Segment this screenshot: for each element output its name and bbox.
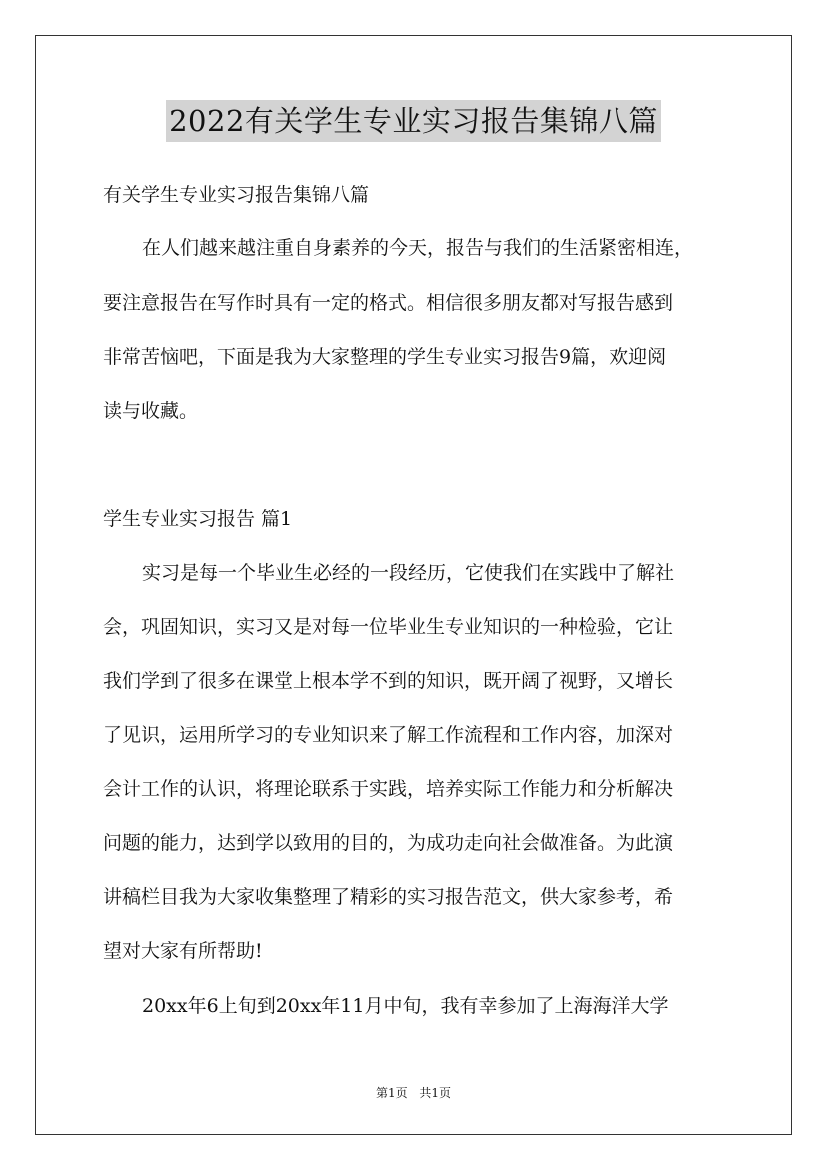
body-line: 实习是每一个毕业生必经的一段经历，它使我们在实践中了解社 [142,562,675,584]
body-line: 了见识，运用所学习的专业知识来了解工作流程和工作内容，加深对 [103,724,674,746]
body-line: 会，巩固知识，实习又是对每一位毕业生专业知识的一种检验，它让 [103,616,674,638]
intro-line: 要注意报告在写作时具有一定的格式。相信很多朋友都对写报告感到 [103,292,674,314]
page-total: 共1页 [419,1086,452,1100]
body-line: 会计工作的认识，将理论联系于实践，培养实际工作能力和分析解决 [103,778,674,800]
intro-line: 在人们越来越注重自身素养的今天，报告与我们的生活紧密相连， [142,237,694,259]
subtitle: 有关学生专业实习报告集锦八篇 [103,184,370,206]
body-line: 问题的能力，达到学以致用的目的，为成功走向社会做准备。为此演 [103,832,674,854]
intro-line: 读与收藏。 [103,400,199,422]
page-number: 第1页 [375,1086,408,1100]
intro-line: 非常苦恼吧，下面是我为大家整理的学生专业实习报告9篇，欢迎阅 [103,346,667,368]
body-line: 20xx年6上旬到20xx年11月中旬，我有幸参加了上海海洋大学 [142,995,669,1017]
section-heading: 学生专业实习报告 篇1 [103,508,293,530]
body-line: 讲稿栏目我为大家收集整理了精彩的实习报告范文，供大家参考，希 [103,886,674,908]
body-line: 望对大家有所帮助! [103,940,263,962]
document-title: 2022有关学生专业实习报告集锦八篇 [166,100,661,142]
page-footer [0,1085,827,1101]
title-container [0,100,827,142]
body-line: 我们学到了很多在课堂上根本学不到的知识，既开阔了视野，又增长 [103,670,674,692]
